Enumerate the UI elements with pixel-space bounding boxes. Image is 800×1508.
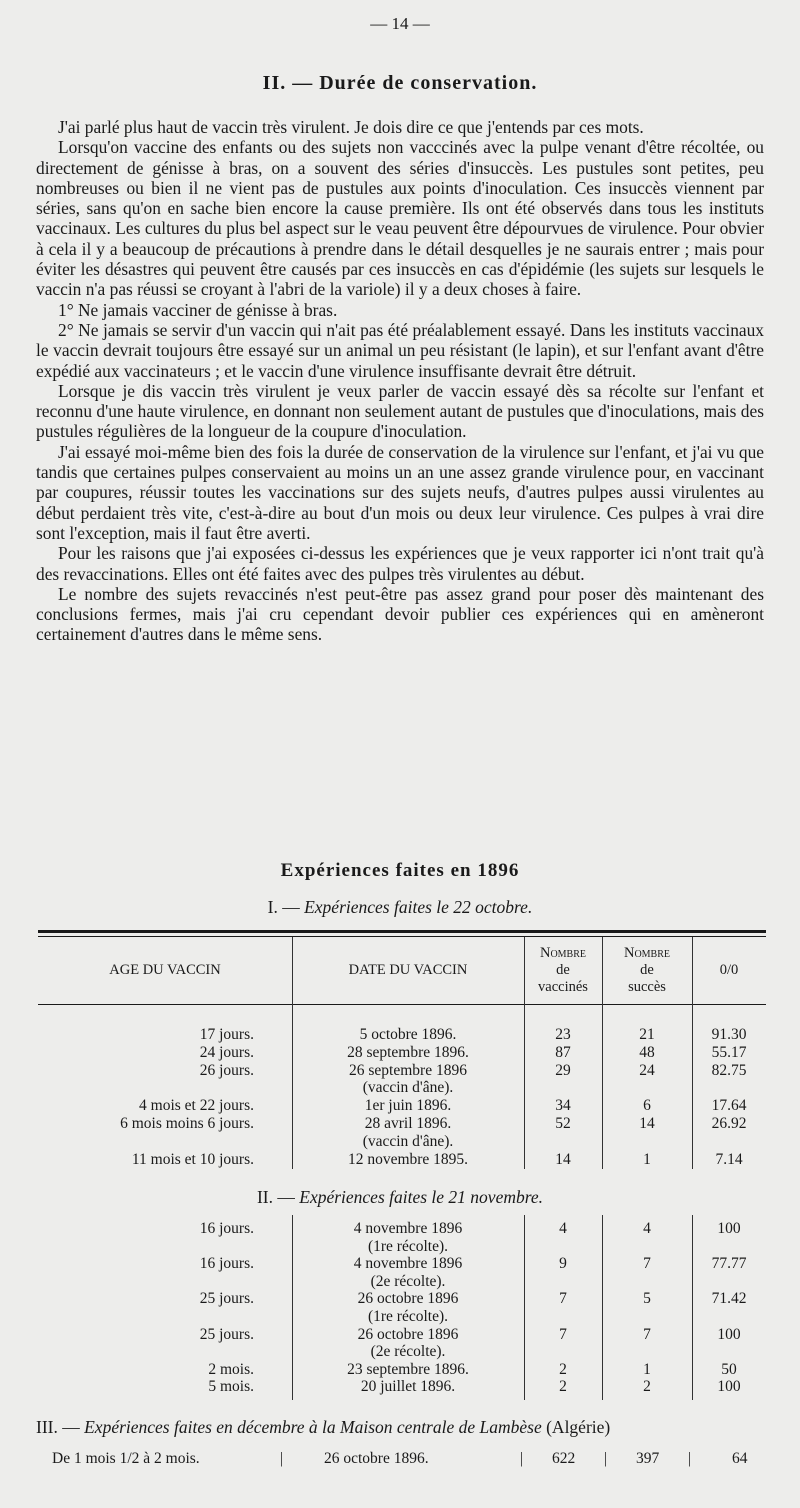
cell-separator: | bbox=[280, 1450, 284, 1467]
cell-succes: 397 bbox=[636, 1450, 660, 1467]
paragraph: 1° Ne jamais vacciner de génisse à bras. bbox=[58, 299, 338, 320]
paragraph: J'ai parlé plus haut de vaccin très virulent. Je dois dire ce que j'entends par ces mots. bbox=[58, 117, 644, 137]
cell-age: De 1 mois 1/2 à 2 mois. bbox=[52, 1450, 200, 1467]
experiment3-title-text: Expériences faites en décembre à la Maison centrale de Lambèse bbox=[84, 1417, 542, 1437]
cell-vaccines: 4 bbox=[559, 1220, 567, 1237]
cell-succes: 14 bbox=[639, 1115, 655, 1132]
cell-vaccines: 622 bbox=[552, 1450, 576, 1467]
cell-age: 25 jours. bbox=[199, 1290, 254, 1308]
cell-age: 11 mois et 10 jours. bbox=[131, 1150, 254, 1168]
cell-date: (vaccin d'âne). bbox=[362, 1132, 454, 1150]
cell-vaccines: 9 bbox=[559, 1255, 567, 1273]
cell-age: 16 jours. bbox=[199, 1220, 254, 1237]
experiment1-title bbox=[0, 897, 800, 918]
cell-separator: | bbox=[520, 1450, 524, 1467]
cell-vaccines: 2 bbox=[559, 1360, 567, 1378]
cell-separator: | bbox=[688, 1450, 692, 1467]
header-succes-line: succès bbox=[628, 979, 666, 995]
cell-date: 26 octobre 1896 bbox=[357, 1290, 459, 1308]
experiment1-number: I. — bbox=[267, 897, 300, 917]
cell-pct: 82.75 bbox=[711, 1061, 747, 1079]
cell-date: 26 octobre 1896. bbox=[324, 1450, 429, 1467]
cell-age: 2 mois. bbox=[208, 1360, 254, 1378]
experiment3-title-suffix: (Algérie) bbox=[546, 1417, 611, 1437]
cell-vaccines: 29 bbox=[555, 1061, 571, 1079]
cell-date: 4 novembre 1896 bbox=[353, 1220, 463, 1237]
cell-date: 26 octobre 1896 bbox=[357, 1325, 459, 1343]
cell-vaccines: 7 bbox=[559, 1290, 567, 1308]
cell-age: 17 jours. bbox=[199, 1026, 254, 1043]
header-succes-line: Nombre bbox=[623, 945, 671, 961]
table-header-rule bbox=[38, 1004, 766, 1005]
paragraph: 2° Ne jamais se servir d'un vaccin qui n'ait pas été préalablement essayé. Dans les instituts vaccinaux le vaccin devrait toujours être essayé sur un animal un peu résistant (le lapin), et sur l'enfant avant d'être expédié aux vaccinateurs ; et le vaccin d'une virulence insuffisante devrait être détruit. bbox=[36, 319, 764, 381]
cell-age: 5 mois. bbox=[208, 1378, 254, 1396]
cell-vaccines: 2 bbox=[559, 1378, 567, 1396]
cell-pct: 77.77 bbox=[711, 1255, 747, 1273]
tables-title: Expériences faites en 1896 bbox=[280, 860, 520, 881]
cell-date: 26 septembre 1896 bbox=[349, 1061, 467, 1079]
cell-vaccines: 34 bbox=[555, 1097, 571, 1115]
header-vaccines bbox=[524, 945, 602, 996]
cell-succes: 5 bbox=[643, 1290, 651, 1308]
cell-date: (1re récolte). bbox=[367, 1308, 449, 1325]
cell-date: 20 juillet 1896. bbox=[360, 1378, 456, 1396]
cell-succes: 1 bbox=[643, 1360, 651, 1378]
header-pct: 0/0 bbox=[719, 962, 739, 978]
cell-pct: 26.92 bbox=[711, 1115, 747, 1132]
cell-pct: 55.17 bbox=[711, 1043, 747, 1061]
header-age: AGE DU VACCIN bbox=[109, 962, 221, 978]
cell-succes: 4 bbox=[643, 1220, 651, 1237]
experiment2-title bbox=[0, 1187, 800, 1208]
experiment2-number: II. — bbox=[256, 1187, 295, 1207]
cell-date: 23 septembre 1896. bbox=[347, 1360, 469, 1378]
cell-succes: 7 bbox=[643, 1255, 651, 1273]
cell-separator: | bbox=[604, 1450, 608, 1467]
header-succes-line: de bbox=[640, 962, 654, 978]
section-title: II. — Durée de conservation. bbox=[262, 72, 538, 94]
experiment3-title bbox=[36, 1417, 768, 1438]
cell-age: 24 jours. bbox=[199, 1043, 254, 1061]
header-vaccines-line: vaccinés bbox=[538, 979, 588, 995]
cell-age: 25 jours. bbox=[199, 1325, 254, 1343]
cell-age: 26 jours. bbox=[199, 1061, 254, 1079]
cell-succes: 2 bbox=[643, 1378, 651, 1396]
cell-pct: 17.64 bbox=[711, 1097, 747, 1115]
cell-succes: 1 bbox=[643, 1150, 651, 1168]
paragraph: Lorsque je dis vaccin très virulent je veux parler de vaccin essayé dès sa récolte sur l'enfant et reconnu d'une haute virulence, en donnant non seulement autant de pustules que d'inoculations, mais des pustules régulières de la longueur de la coupure d'inoculation. bbox=[36, 380, 764, 442]
cell-succes: 21 bbox=[639, 1026, 655, 1043]
paragraph: Lorsqu'on vaccine des enfants ou des sujets non vacccinés avec la pulpe venant d'être récoltée, ou directement de génisse à bras, on a souvent des séries d'insuccès. Les pustules sont petites, peu nombreuses ou bien il ne vient pas de pustules aux points d'inoculation. Ces insuccès viennent par séries, sans qu'on en sache bien encore la cause première. Ils ont été observés dans tous les instituts vaccinaux. Les cultures du plus bel aspect sur le veau peuvent être dépourvues de virulence. Pour obvier à cela il y a beaucoup de précautions à prendre dans le détail desquelles je ne saurais entrer ; mais pour éviter les désastres qui peuvent être causés par ces insuccès en cas d'épidémie (les sujets sur lesquels le vaccin n'a pas réussi se croyant à l'abri de la variole) il y a deux choses à faire. bbox=[36, 137, 764, 300]
cell-date: 4 novembre 1896 bbox=[353, 1255, 463, 1273]
body-text bbox=[36, 117, 764, 645]
cell-pct: 50 bbox=[721, 1360, 737, 1378]
cell-vaccines: 23 bbox=[555, 1026, 571, 1043]
cell-pct: 100 bbox=[717, 1378, 741, 1396]
cell-date: (2e récolte). bbox=[370, 1272, 446, 1290]
cell-succes: 24 bbox=[639, 1061, 655, 1079]
header-date: DATE DU VACCIN bbox=[348, 962, 468, 978]
cell-date: (1re récolte). bbox=[367, 1237, 449, 1255]
paragraph: Le nombre des sujets revaccinés n'est peut-être pas assez grand pour poser dès maintenant des conclusions fermes, mais j'ai cru cependant devoir publier ces expériences qui en amèneront certainement d'autres dans le même sens. bbox=[36, 583, 764, 645]
header-vaccines-line: Nombre bbox=[539, 945, 587, 961]
cell-pct: 100 bbox=[717, 1220, 741, 1237]
cell-date: 28 septembre 1896. bbox=[347, 1043, 469, 1061]
cell-date: (2e récolte). bbox=[370, 1343, 446, 1361]
cell-succes: 48 bbox=[639, 1043, 655, 1061]
header-succes bbox=[602, 945, 692, 996]
cell-pct: 91.30 bbox=[711, 1026, 747, 1043]
table-top-rule-thin bbox=[38, 936, 766, 937]
header-vaccines-line: de bbox=[556, 962, 570, 978]
cell-succes: 6 bbox=[643, 1097, 651, 1115]
experiment2-title-text: Expériences faites le 21 novembre. bbox=[299, 1187, 544, 1207]
cell-age: 4 mois et 22 jours. bbox=[139, 1097, 254, 1115]
cell-date: 1er juin 1896. bbox=[364, 1097, 452, 1115]
cell-date: 28 avril 1896. bbox=[364, 1115, 452, 1132]
table-top-rule bbox=[38, 930, 766, 933]
cell-vaccines: 14 bbox=[555, 1150, 571, 1168]
paragraph: Pour les raisons que j'ai exposées ci-dessus les expériences que je veux rapporter ici n'ont trait qu'à des revaccinations. Elles ont été faites avec des pulpes très virulentes au début. bbox=[36, 543, 764, 584]
cell-vaccines: 52 bbox=[555, 1115, 571, 1132]
page-number: — 14 — bbox=[370, 14, 430, 33]
cell-date: 12 novembre 1895. bbox=[347, 1150, 469, 1168]
experiment3-number: III. — bbox=[36, 1417, 80, 1437]
cell-pct: 100 bbox=[717, 1325, 741, 1343]
cell-date: (vaccin d'âne). bbox=[362, 1079, 454, 1097]
cell-age: 16 jours. bbox=[199, 1255, 254, 1273]
cell-pct: 64 bbox=[732, 1450, 748, 1467]
cell-date: 5 octobre 1896. bbox=[359, 1026, 457, 1043]
experiment1-title-text: Expériences faites le 22 octobre. bbox=[304, 897, 533, 917]
cell-pct: 7.14 bbox=[715, 1150, 743, 1168]
paragraph: J'ai essayé moi-même bien des fois la durée de conservation de la virulence sur l'enfant, et j'ai vu que tandis que certaines pulpes conservaient au moins un an une assez grande virulence pour, en vaccinant par coupures, réussir toutes les vaccinations sur des sujets neufs, d'autres pulpes aussi virulentes au début perdaient très vite, c'est-à-dire au bout d'un mois ou deux leur virulence. Ces pulpes à vrai dire sont l'exception, mais il faut être averti. bbox=[36, 441, 764, 543]
cell-pct: 71.42 bbox=[711, 1290, 747, 1308]
cell-vaccines: 7 bbox=[559, 1325, 567, 1343]
cell-vaccines: 87 bbox=[555, 1043, 571, 1061]
cell-age: 6 mois moins 6 jours. bbox=[120, 1115, 254, 1132]
cell-succes: 7 bbox=[643, 1325, 651, 1343]
